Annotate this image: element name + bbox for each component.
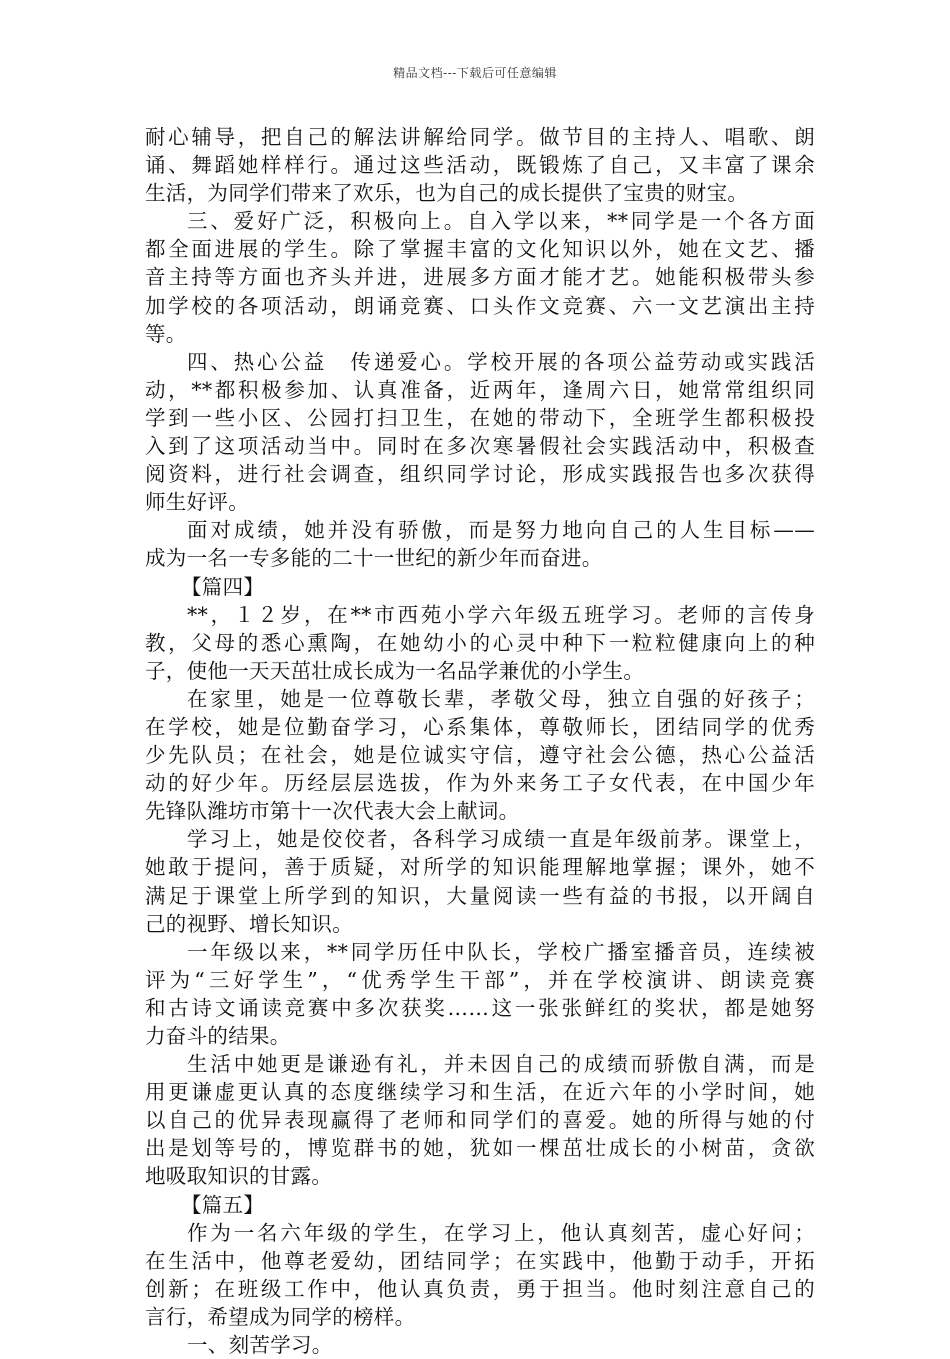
text-line: 阅资料，进行社会调查，组织同学讨论，形成实践报告也多次获得 (145, 462, 815, 487)
section-heading (145, 573, 815, 601)
text-line: 四、热心公益 传递爱心。学校开展的各项公益劳动或实践活 (187, 349, 815, 374)
text-line: 动，**都积极参加、认真准备，近两年，逢周六日，她常常组织同 (145, 377, 815, 402)
text-line: 作为一名六年级的学生，在学习上，他认真刻苦，虚心好问； (187, 1220, 815, 1245)
text-line: 诵、舞蹈她样样行。通过这些活动，既锻炼了自己，又丰富了课余 (145, 153, 815, 178)
paragraph (145, 516, 815, 572)
paragraph (145, 207, 815, 347)
text-line: 在家里，她是一位尊敬长辈，孝敬父母，独立自强的好孩子； (187, 686, 815, 711)
text-line: 和古诗文诵读竞赛中多次获奖……这一张张鲜红的奖状，都是她努 (145, 995, 815, 1020)
text-line: 一年级以来，**同学历任中队长，学校广播室播音员，连续被 (187, 939, 815, 964)
text-line: 加学校的各项活动，朗诵竞赛、口头作文竞赛、六一文艺演出主持 (145, 293, 815, 318)
text-line: 面对成绩，她并没有骄傲，而是努力地向自己的人生目标—— (187, 518, 815, 543)
text-line: 出是划等号的，博览群书的她，犹如一棵茁壮成长的小树苗，贪欲 (145, 1136, 815, 1161)
paragraph (145, 825, 815, 937)
text-line: 一、刻苦学习。 (187, 1333, 333, 1358)
section-heading (145, 1191, 815, 1219)
text-line: 【篇五】 (181, 1192, 265, 1217)
text-line: 以自己的优异表现赢得了老师和同学们的喜爱。她的所得与她的付 (145, 1108, 815, 1133)
text-line: 评为“三好学生”，“优秀学生干部”，并在学校演讲、朗读竞赛 (145, 967, 815, 992)
document-body (145, 123, 815, 1359)
text-line: 学到一些小区、公园打扫卫生，在她的带动下，全班学生都积极投 (145, 405, 815, 430)
text-line: 创新；在班级工作中，他认真负责，勇于担当。他时刻注意自己的 (145, 1276, 815, 1301)
paragraph (145, 123, 815, 207)
paragraph (145, 601, 815, 685)
text-line: 动的好少年。历经层层选拔，作为外来务工子女代表，在中国少年 (145, 771, 815, 796)
text-line: 子，使他一天天茁壮成长成为一名品学兼优的小学生。 (145, 658, 645, 683)
text-line: 在生活中，他尊老爱幼，团结同学；在实践中，他勤于动手，开拓 (145, 1248, 815, 1273)
text-line: 成为一名一专多能的二十一世纪的新少年而奋进。 (145, 546, 603, 571)
paragraph (145, 348, 815, 517)
text-line: 力奋斗的结果。 (145, 1024, 291, 1048)
text-line: 生活中她更是谦逊有礼，并未因自己的成绩而骄傲自满，而是 (187, 1052, 815, 1077)
text-line: 言行，希望成为同学的榜样。 (145, 1304, 416, 1329)
text-line: 先锋队潍坊市第十一次代表大会上献词。 (145, 799, 520, 824)
text-line: 等。 (145, 321, 187, 346)
paragraph (145, 685, 815, 825)
text-line: 满足于课堂上所学到的知识，大量阅读一些有益的书报，以开阔自 (145, 883, 815, 908)
text-line: 她敢于提问，善于质疑，对所学的知识能理解地掌握；课外，她不 (145, 855, 815, 880)
text-line: 音主持等方面也齐头并进，进展多方面才能才艺。她能积极带头参 (145, 265, 815, 290)
text-line: 用更谦虚更认真的态度继续学习和生活，在近六年的小学时间，她 (145, 1080, 815, 1105)
paragraph (145, 938, 815, 1050)
text-line: 教，父母的悉心熏陶，在她幼小的心灵中种下一粒粒健康向上的种 (145, 630, 815, 655)
text-line: 三、爱好广泛，积极向上。自入学以来，**同学是一个各方面 (187, 209, 815, 234)
text-line: 在学校，她是位勤奋学习，心系集体，尊敬师长，团结同学的优秀 (145, 714, 815, 739)
paragraph (145, 1219, 815, 1331)
text-line: 少先队员；在社会，她是位诚实守信，遵守社会公德，热心公益活 (145, 743, 815, 768)
text-line: 入到了这项活动当中。同时在多次寒暑假社会实践活动中，积极查 (145, 434, 815, 459)
text-line: 己的视野、增长知识。 (145, 911, 353, 936)
paragraph (145, 1331, 815, 1359)
text-line: 都全面进展的学生。除了掌握丰富的文化知识以外，她在文艺、播 (145, 237, 815, 262)
text-line: 【篇四】 (181, 574, 265, 599)
text-line: 师生好评。 (145, 490, 249, 515)
text-line: **，１２岁，在**市西苑小学六年级五班学习。老师的言传身 (187, 602, 815, 627)
paragraph (145, 1050, 815, 1190)
text-line: 地吸取知识的甘露。 (145, 1164, 333, 1189)
text-line: 耐心辅导，把自己的解法讲解给同学。做节目的主持人、唱歌、朗 (145, 125, 815, 149)
text-line: 学习上，她是佼佼者，各科学习成绩一直是年级前茅。课堂上， (187, 827, 815, 852)
page-header: 精品文档---下载后可任意编辑 (393, 66, 557, 80)
text-line: 生活，为同学们带来了欢乐，也为自己的成长提供了宝贵的财宝。 (145, 181, 749, 206)
